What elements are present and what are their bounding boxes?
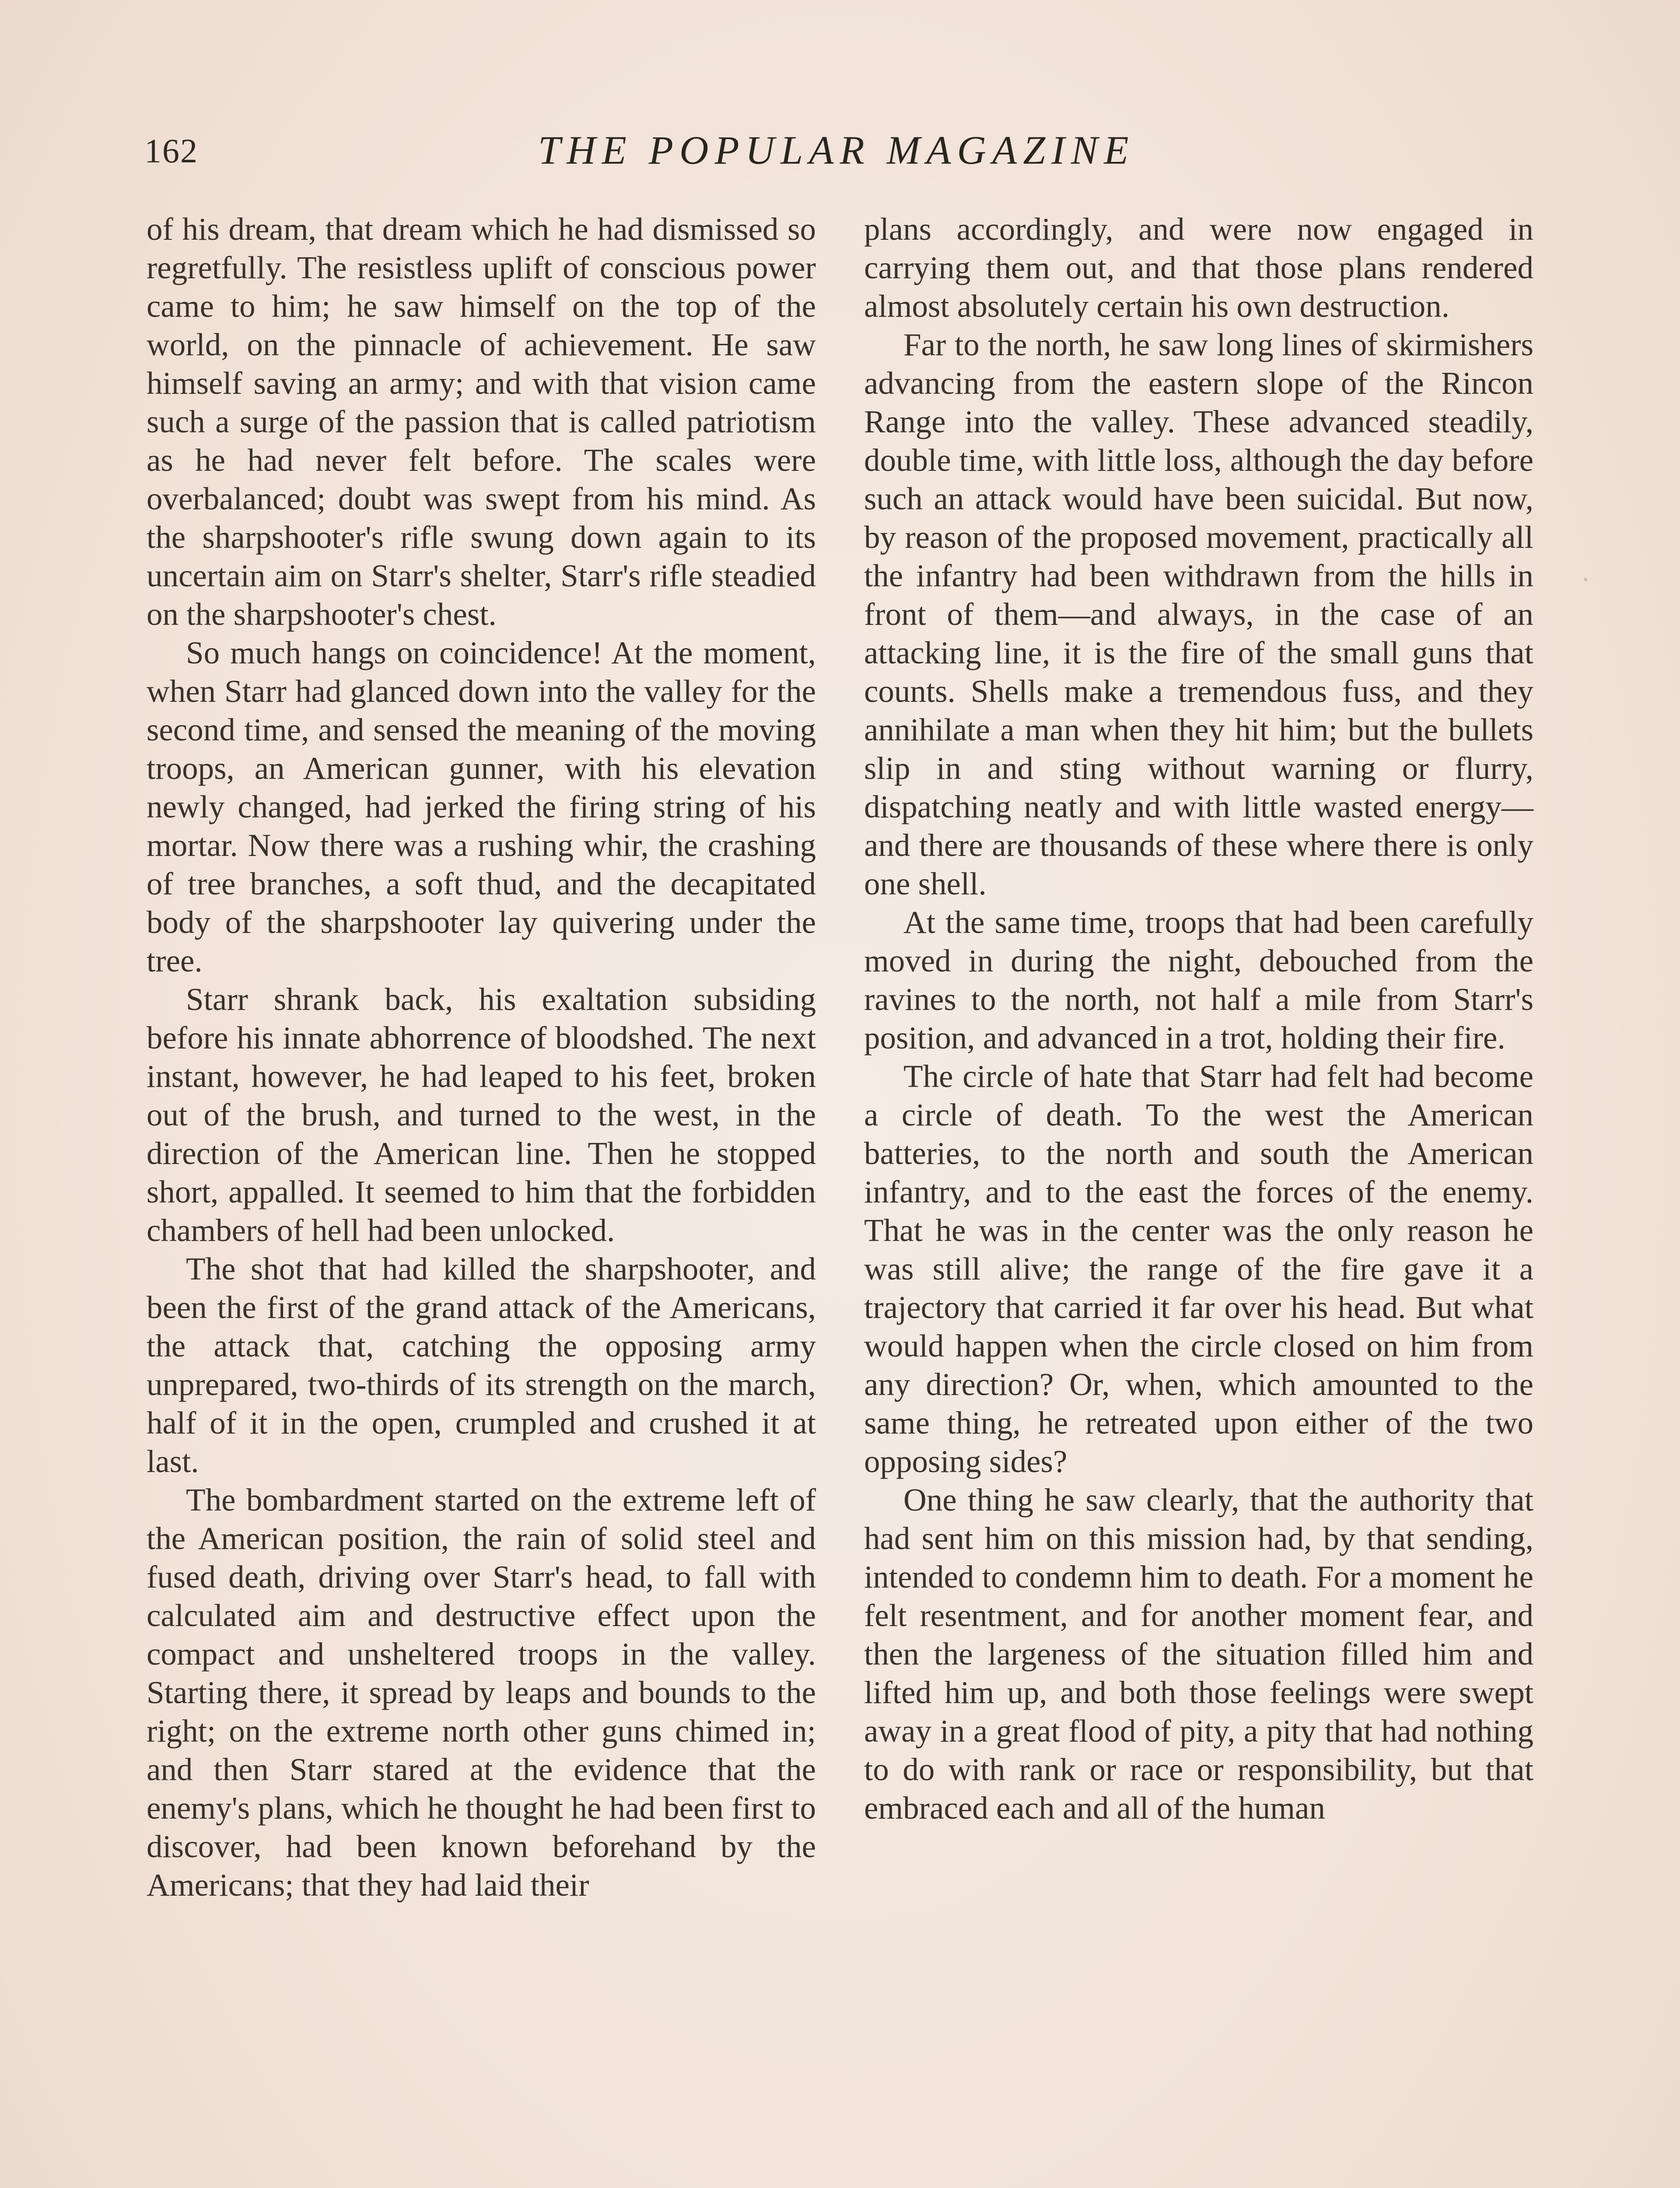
page-header: [144, 123, 1562, 184]
paragraph: So much hangs on coincidence! At the moment, when Starr had glanced down into the valley for the second time, and sensed the meaning of the moving troops, an American gunner, with his elevation newly changed, had jerked the firing string of his mortar. Now there was a rushing whir, the crashing of tree branches, a soft thud, and the decapitated body of the sharpshooter lay quivering under the tree.: [147, 635, 816, 978]
paragraph: Far to the north, he saw long lines of skirmishers advancing from the eastern slope of the Rincon Range into the valley. These advanced steadily, double time, with little loss, although the day before such an attack would have been suicidal. But now, by reason of the proposed movement, practically all the infantry had been withdrawn from the hills in front of them—and always, in the case of an attacking line, it is the fire of the small guns that counts. Shells make a tremendous fuss, and they annihilate a man when they hit him; but the bullets slip in and sting without warning or flurry, dispatching neatly and with little wasted energy—and there are thousands of these where there is only one shell.: [864, 327, 1533, 901]
paragraph: of his dream, that dream which he had dismissed so regretfully. The resistless uplift of conscious power came to him; he saw himself on the top of the world, on the pinnacle of achievement. He saw himself saving an army; and with that vision came such a surge of the passion that is called patriotism as he had never felt before. The scales were overbalanced; doubt was swept from his mind. As the sharpshooter's rifle swung down again to its uncertain aim on Starr's shelter, Starr's rifle steadied on the sharpshooter's chest.: [147, 211, 816, 632]
paper-speck: [1584, 578, 1587, 581]
paragraph: The bombardment started on the extreme left of the American position, the rain of solid steel and fused death, driving over Starr's head, to fall with calculated aim and destructive effect upon the compact and unsheltered troops in the valley. Starting there, it spread by leaps and bounds to the right; on the extreme north other guns chimed in; and then Starr stared at the evidence that the enemy's plans, which he thought he had been first to discover, had been known beforehand by the Americans; that they had laid their: [147, 1482, 816, 1903]
left-column: [147, 210, 816, 1904]
paragraph: At the same time, troops that had been carefully moved in during the night, debouched from the ravines to the north, not half a mile from Starr's position, and advanced in a trot, holding their fire.: [864, 905, 1533, 1055]
paragraph: One thing he saw clearly, that the authority that had sent him on this mission had, by that sending, intended to condemn him to death. For a moment he felt resentment, and for another moment fear, and then the largeness of the situation filled him and lifted him up, and both those feelings were swept away in a great flood of pity, a pity that had nothing to do with rank or race or responsibility, but that embraced each and all of the human: [864, 1482, 1533, 1826]
paragraph: The shot that had killed the sharpshooter, and been the first of the grand attack of the Americans, the attack that, catching the opposing army unprepared, two-thirds of its strength on the march, half of it in the open, crumpled and crushed it at last.: [147, 1251, 816, 1479]
paragraph: Starr shrank back, his exaltation subsiding before his innate abhorrence of bloodshed. The next instant, however, he had leaped to his feet, broken out of the brush, and turned to the west, in the direction of the American line. Then he stopped short, appalled. It seemed to him that the forbidden chambers of hell had been unlocked.: [147, 982, 816, 1248]
paragraph: The circle of hate that Starr had felt had become a circle of death. To the west the American batteries, to the north and south the American infantry, and to the east the forces of the enemy. That he was in the center was the only reason he was still alive; the range of the fire gave it a trajectory that carried it far over his head. But what would happen when the circle closed on him from any direction? Or, when, which amounted to the same thing, he retreated upon either of the two opposing sides?: [864, 1059, 1533, 1479]
paragraph: plans accordingly, and were now engaged in carrying them out, and that those plans rendered almost absolutely certain his own destruction.: [864, 211, 1533, 324]
page-number: 162: [144, 132, 198, 170]
magazine-title: THE POPULAR MAGAZINE: [538, 128, 1135, 172]
right-column: [864, 210, 1533, 1827]
